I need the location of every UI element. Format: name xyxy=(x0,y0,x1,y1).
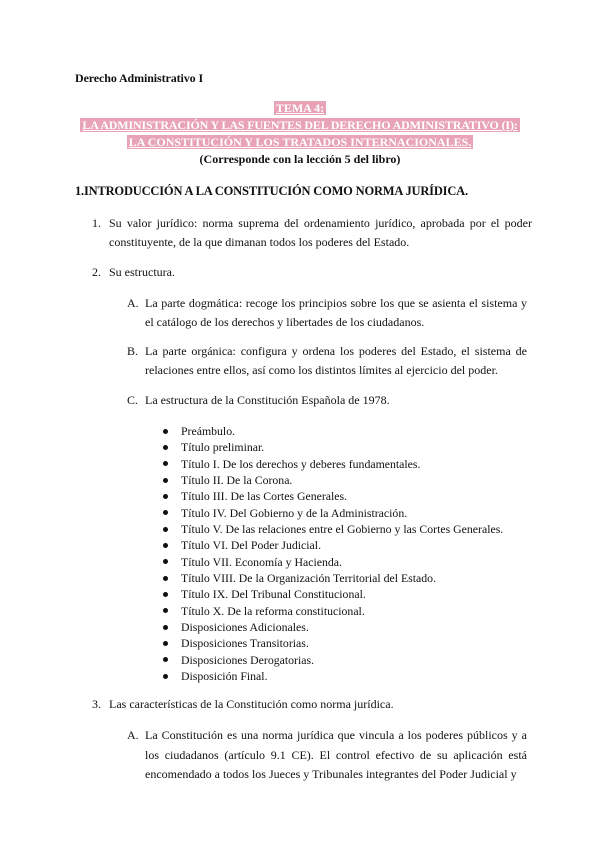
item-number: 2. xyxy=(92,265,101,279)
list-item: Título II. De la Corona. xyxy=(163,472,503,488)
list-item: Título V. De las relaciones entre el Gobierno y las Cortes Generales. xyxy=(163,521,503,537)
list-item: Disposición Final. xyxy=(163,668,503,684)
sub-item-text: La parte dogmática: recoge los principios sobre los que se asienta el sistema y el catálogo de los derechos y libertades de los ciudadanos. xyxy=(145,296,527,329)
list-item: Título IX. Del Tribunal Constitucional. xyxy=(163,586,503,602)
sub-item xyxy=(127,342,527,380)
bullet-icon xyxy=(163,559,168,564)
list-item: Título I. De los derechos y deberes fundamentales. xyxy=(163,456,503,472)
list-item: Título VIII. De la Organización Territorial del Estado. xyxy=(163,570,503,586)
bullet-icon xyxy=(163,510,168,515)
bullet-icon xyxy=(163,543,168,548)
sub-item-letter: C. xyxy=(127,393,139,407)
tema-title-line1 xyxy=(60,118,540,133)
tema-title-line2-text: LA CONSTITUCIÓN Y LOS TRATADOS INTERNACIONALES. xyxy=(128,135,472,149)
sub-item-text: La parte orgánica: configura y ordena los poderes del Estado, el sistema de relaciones entre ellos, así como los distintos límites al ejercicio del poder. xyxy=(145,344,527,377)
bullet-icon xyxy=(163,608,168,613)
list-item: Título preliminar. xyxy=(163,439,503,455)
list-item: Título VII. Economía y Hacienda. xyxy=(163,554,503,570)
bullet-icon xyxy=(163,592,168,597)
list-item: Disposiciones Adicionales. xyxy=(163,619,503,635)
list-item: Título IV. Del Gobierno y de la Administración. xyxy=(163,505,503,521)
sub-item-letter: A. xyxy=(127,728,139,742)
bullet-icon xyxy=(163,625,168,630)
item-number: 3. xyxy=(92,697,101,711)
sub-item xyxy=(127,294,527,332)
list-item: Disposiciones Transitorias. xyxy=(163,635,503,651)
item-text: Su estructura. xyxy=(109,265,175,279)
sub-item-text: La Constitución es una norma jurídica que vincula a los poderes públicos y a los ciudadanos (artículo 9.1 CE). El control efectivo de su aplicación está encomendado a todos los Jueces y Tribunales integrantes del Poder Judicial y xyxy=(145,728,527,781)
bullet-icon xyxy=(163,674,168,679)
tema-title-line2 xyxy=(60,135,540,150)
sub-item-letter: A. xyxy=(127,296,139,310)
tema-number-text: TEMA 4: xyxy=(275,101,325,115)
tema-number xyxy=(60,101,540,116)
list-item: Disposiciones Derogatorias. xyxy=(163,652,503,668)
bullet-icon xyxy=(163,576,168,581)
bullet-icon xyxy=(163,445,168,450)
bullet-icon xyxy=(163,641,168,646)
list-item: Preámbulo. xyxy=(163,423,503,439)
sub-item-text: La estructura de la Constitución Española de 1978. xyxy=(145,393,390,407)
bullet-icon xyxy=(163,657,168,662)
item-number: 1. xyxy=(92,216,101,230)
list-item xyxy=(92,263,532,281)
sub-item xyxy=(127,726,527,785)
bullet-icon xyxy=(163,461,168,466)
list-item xyxy=(92,695,532,713)
list-item xyxy=(92,214,532,252)
item-text: Su valor jurídico: norma suprema del ordenamiento jurídico, aprobada por el poder constituyente, de la que dimanan todos los poderes del Estado. xyxy=(109,216,532,249)
item-text: Las características de la Constitución como norma jurídica. xyxy=(109,697,394,711)
constitution-structure-list xyxy=(163,423,503,685)
list-item: Título VI. Del Poder Judicial. xyxy=(163,537,503,553)
tema-note: (Corresponde con la lección 5 del libro) xyxy=(199,152,401,166)
sub-item-letter: B. xyxy=(127,344,139,358)
subject-title: Derecho Administrativo I xyxy=(75,71,204,85)
list-item: Título X. De la reforma constitucional. xyxy=(163,603,503,619)
section-heading: 1.INTRODUCCIÓN A LA CONSTITUCIÓN COMO NORMA JURÍDICA. xyxy=(75,184,468,198)
bullet-icon xyxy=(163,494,168,499)
sub-item xyxy=(127,391,527,409)
bullet-icon xyxy=(163,478,168,483)
bullet-icon xyxy=(163,527,168,532)
tema-title-line1-text: LA ADMINISTRACIÓN Y LAS FUENTES DEL DERECHO ADMINISTRATIVO (I): xyxy=(82,118,518,132)
bullet-icon xyxy=(163,429,168,434)
list-item: Título III. De las Cortes Generales. xyxy=(163,488,503,504)
